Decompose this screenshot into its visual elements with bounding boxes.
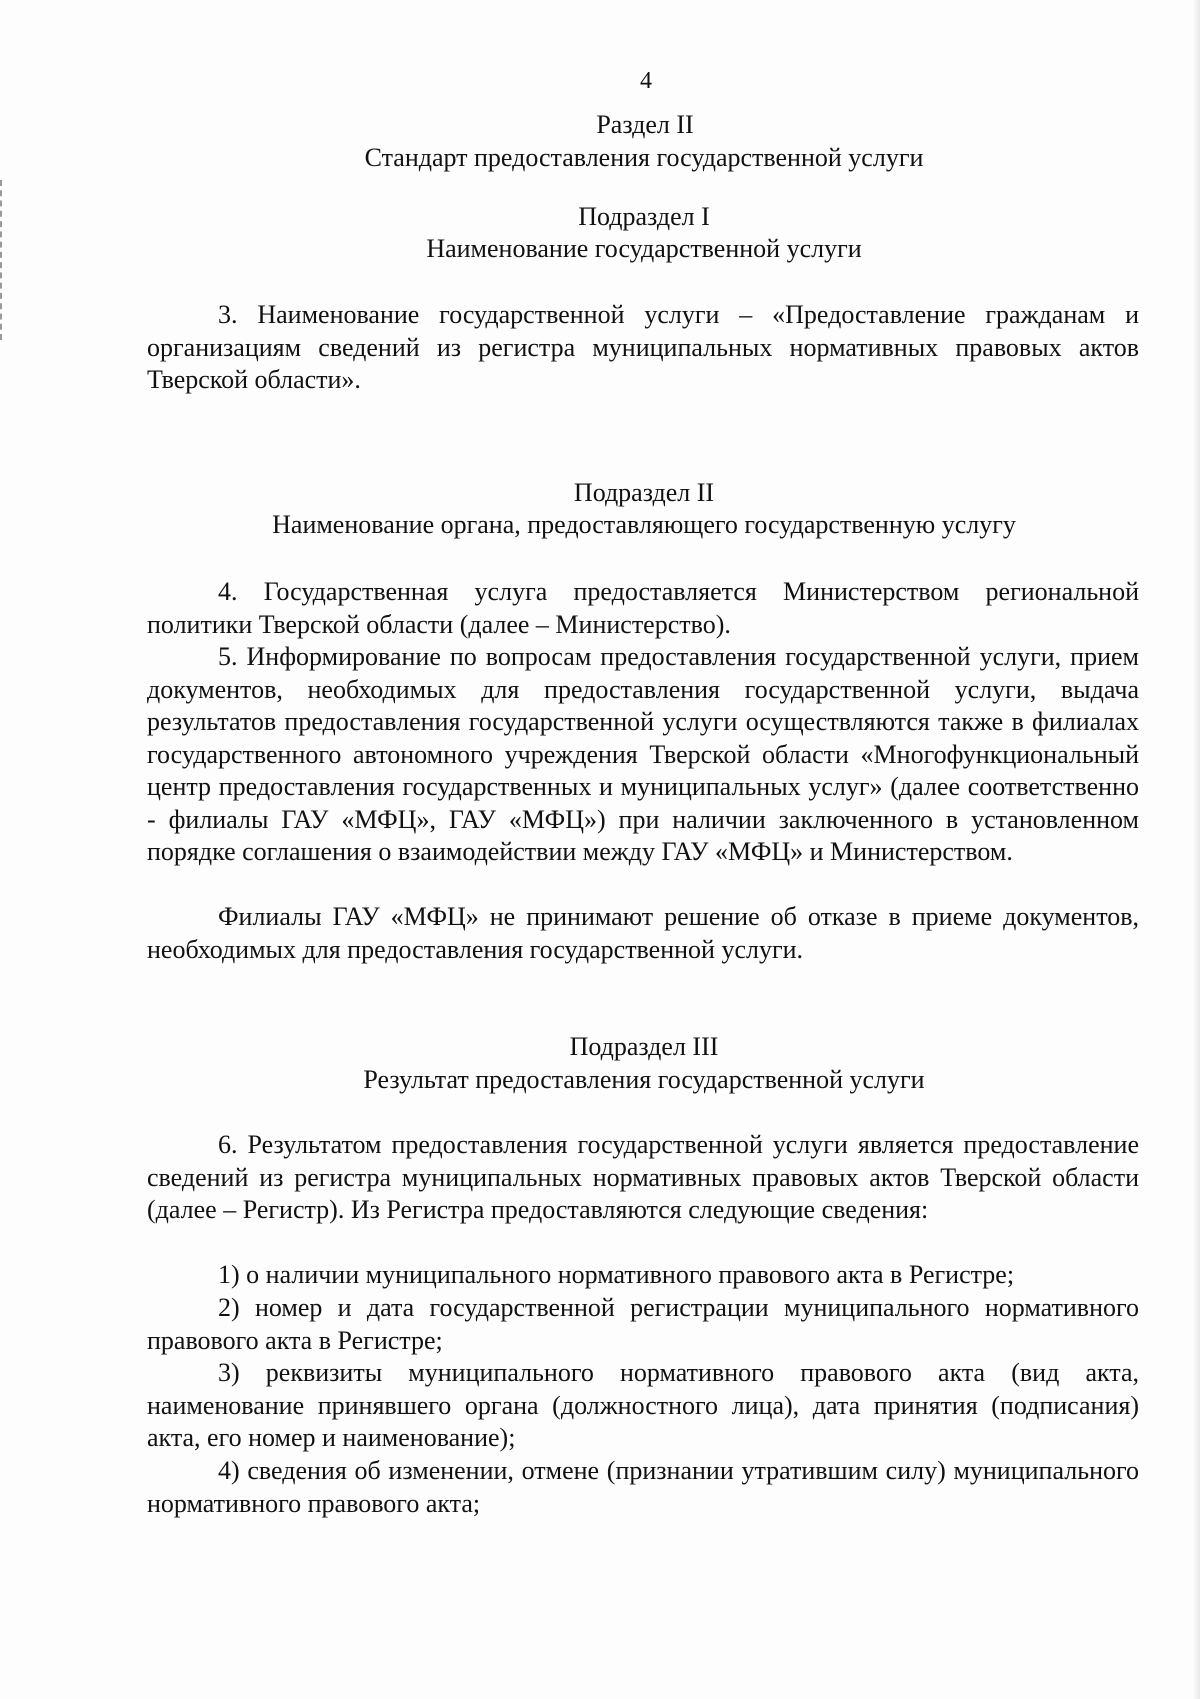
binding-marks xyxy=(0,180,5,340)
section-subtitle: Стандарт предоставления государственной услуги xyxy=(364,143,924,172)
subsection-3-title: Подраздел III xyxy=(569,1032,719,1061)
paragraph-5: 5. Информирование по вопросам предоставления государственной услуги, прием документов, необходимых для предоставления государственной услуги, выдача результатов предоставления государственной услуги осуществляются также в филиалах государственного автономного учреждения Тверской области «Многофункциональный центр предоставления государственных и муниципальных услуг» (далее соответственно - филиалы ГАУ «МФЦ», ГАУ «МФЦ») при наличии заключенного в установленном порядке соглашения о взаимодействии между ГАУ «МФЦ» и Министерством. xyxy=(147,642,1139,866)
list-item-2: 2) номер и дата государственной регистрации муниципального нормативного правового акта в Регистре; xyxy=(147,1293,1139,1355)
subsection-1-title: Подраздел I xyxy=(578,202,710,231)
subsection-3-subtitle: Результат предоставления государственной услуги xyxy=(363,1065,925,1094)
subsection-1-subtitle: Наименование государственной услуги xyxy=(426,234,862,263)
paragraph-6: 6. Результатом предоставления государственной услуги является предоставление сведений из регистра муниципальных нормативных правовых актов Тверской области (далее – Регистр). Из Регистра предоставляются следующие сведения: xyxy=(147,1130,1139,1224)
subsection-2-subtitle: Наименование органа, предоставляющего государственную услугу xyxy=(272,510,1016,539)
page-number: 4 xyxy=(640,68,652,94)
list-item-3: 3) реквизиты муниципального нормативного правового акта (вид акта, наименование принявшего органа (должностного лица), дата принятия (подписания) акта, его номер и наименование); xyxy=(147,1358,1139,1452)
paragraph-3: 3. Наименование государственной услуги – «Предоставление гражданам и организациям сведений из регистра муниципальных нормативных правовых актов Тверской области». xyxy=(147,300,1139,394)
list-item-4: 4) сведения об изменении, отмене (признании утратившим силу) муниципального нормативного правового акта; xyxy=(147,1456,1139,1518)
paragraph-5-b: Филиалы ГАУ «МФЦ» не принимают решение об отказе в приеме документов, необходимых для предоставления государственной услуги. xyxy=(147,902,1139,964)
list-item-1: 1) о наличии муниципального нормативного правового акта в Регистре; xyxy=(218,1260,1015,1289)
subsection-2-title: Подраздел II xyxy=(573,478,715,507)
paragraph-4: 4. Государственная услуга предоставляется Министерством региональной политики Тверской области (далее – Министерство). xyxy=(147,577,1139,639)
page-edge-shadow xyxy=(1192,0,1200,1699)
section-title: Раздел II xyxy=(596,110,694,139)
